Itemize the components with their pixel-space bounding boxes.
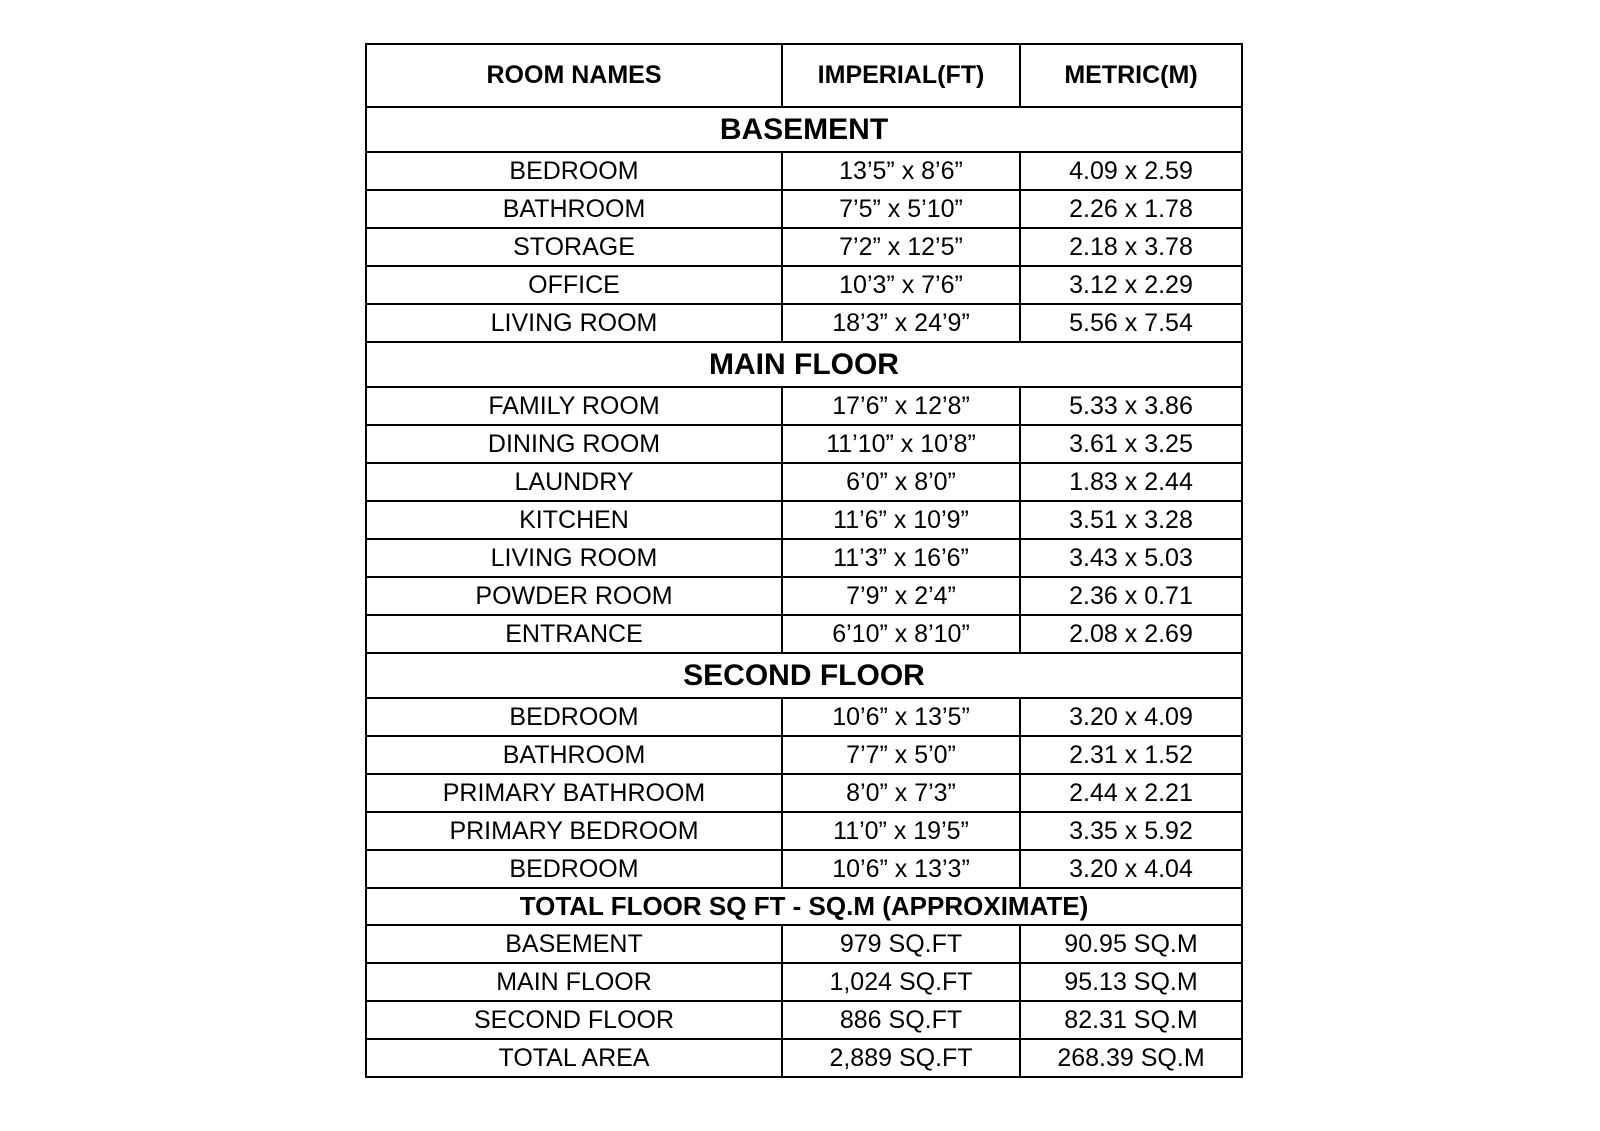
section-row-basement <box>366 107 1242 152</box>
room-name-cell: BEDROOM <box>366 698 782 736</box>
imperial-cell: 10’3” x 7’6” <box>782 266 1020 304</box>
metric-cell: 3.35 x 5.92 <box>1020 812 1242 850</box>
room-name-cell: PRIMARY BATHROOM <box>366 774 782 812</box>
metric-cell: 5.33 x 3.86 <box>1020 387 1242 425</box>
imperial-cell: 7’7” x 5’0” <box>782 736 1020 774</box>
room-name-cell: STORAGE <box>366 228 782 266</box>
room-name-cell: BATHROOM <box>366 736 782 774</box>
metric-cell: 2.36 x 0.71 <box>1020 577 1242 615</box>
metric-cell: 2.31 x 1.52 <box>1020 736 1242 774</box>
table-row <box>366 266 1242 304</box>
metric-cell: 4.09 x 2.59 <box>1020 152 1242 190</box>
room-name-cell: OFFICE <box>366 266 782 304</box>
column-header-metric: METRIC(M) <box>1020 44 1242 107</box>
metric-cell: 3.20 x 4.04 <box>1020 850 1242 888</box>
room-name-cell: LIVING ROOM <box>366 539 782 577</box>
sq-m-cell: 82.31 SQ.M <box>1020 1001 1242 1039</box>
room-name-cell: DINING ROOM <box>366 425 782 463</box>
table-body <box>366 44 1242 1077</box>
floor-name-cell: TOTAL AREA <box>366 1039 782 1077</box>
imperial-cell: 7’5” x 5’10” <box>782 190 1020 228</box>
section-title: BASEMENT <box>366 107 1242 152</box>
metric-cell: 2.18 x 3.78 <box>1020 228 1242 266</box>
room-name-cell: LAUNDRY <box>366 463 782 501</box>
table-row <box>366 736 1242 774</box>
sq-ft-cell: 2,889 SQ.FT <box>782 1039 1020 1077</box>
room-name-cell: FAMILY ROOM <box>366 387 782 425</box>
floor-name-cell: MAIN FLOOR <box>366 963 782 1001</box>
metric-cell: 2.44 x 2.21 <box>1020 774 1242 812</box>
table-row <box>366 387 1242 425</box>
room-name-cell: POWDER ROOM <box>366 577 782 615</box>
imperial-cell: 6’10” x 8’10” <box>782 615 1020 653</box>
table-row <box>366 463 1242 501</box>
room-name-cell: BEDROOM <box>366 850 782 888</box>
room-dimensions-table <box>365 43 1243 1078</box>
table-row <box>366 152 1242 190</box>
imperial-cell: 11’6” x 10’9” <box>782 501 1020 539</box>
table-row <box>366 1001 1242 1039</box>
header-row <box>366 44 1242 107</box>
table-row <box>366 577 1242 615</box>
table-row <box>366 850 1242 888</box>
imperial-cell: 7’9” x 2’4” <box>782 577 1020 615</box>
metric-cell: 5.56 x 7.54 <box>1020 304 1242 342</box>
column-header-imperial: IMPERIAL(FT) <box>782 44 1020 107</box>
table-row <box>366 1039 1242 1077</box>
section-row-main-floor <box>366 342 1242 387</box>
table-row <box>366 228 1242 266</box>
metric-cell: 3.20 x 4.09 <box>1020 698 1242 736</box>
table-row <box>366 698 1242 736</box>
table-row <box>366 501 1242 539</box>
table-row <box>366 190 1242 228</box>
floor-name-cell: SECOND FLOOR <box>366 1001 782 1039</box>
room-name-cell: BATHROOM <box>366 190 782 228</box>
table-row <box>366 539 1242 577</box>
room-name-cell: BEDROOM <box>366 152 782 190</box>
section-row-second-floor <box>366 653 1242 698</box>
sq-ft-cell: 1,024 SQ.FT <box>782 963 1020 1001</box>
sq-ft-cell: 979 SQ.FT <box>782 925 1020 963</box>
metric-cell: 3.43 x 5.03 <box>1020 539 1242 577</box>
imperial-cell: 10’6” x 13’5” <box>782 698 1020 736</box>
section-title: MAIN FLOOR <box>366 342 1242 387</box>
imperial-cell: 13’5” x 8’6” <box>782 152 1020 190</box>
column-header-room-names: ROOM NAMES <box>366 44 782 107</box>
imperial-cell: 11’10” x 10’8” <box>782 425 1020 463</box>
floor-name-cell: BASEMENT <box>366 925 782 963</box>
sq-m-cell: 268.39 SQ.M <box>1020 1039 1242 1077</box>
sq-m-cell: 90.95 SQ.M <box>1020 925 1242 963</box>
table-row <box>366 425 1242 463</box>
room-name-cell: KITCHEN <box>366 501 782 539</box>
table-row <box>366 304 1242 342</box>
sq-ft-cell: 886 SQ.FT <box>782 1001 1020 1039</box>
room-name-cell: PRIMARY BEDROOM <box>366 812 782 850</box>
totals-title: TOTAL FLOOR SQ FT - SQ.M (APPROXIMATE) <box>366 888 1242 925</box>
metric-cell: 2.08 x 2.69 <box>1020 615 1242 653</box>
imperial-cell: 11’3” x 16’6” <box>782 539 1020 577</box>
imperial-cell: 18’3” x 24’9” <box>782 304 1020 342</box>
table-row <box>366 925 1242 963</box>
imperial-cell: 17’6” x 12’8” <box>782 387 1020 425</box>
totals-title-row <box>366 888 1242 925</box>
metric-cell: 1.83 x 2.44 <box>1020 463 1242 501</box>
table-row <box>366 774 1242 812</box>
imperial-cell: 6’0” x 8’0” <box>782 463 1020 501</box>
metric-cell: 3.61 x 3.25 <box>1020 425 1242 463</box>
room-name-cell: LIVING ROOM <box>366 304 782 342</box>
sq-m-cell: 95.13 SQ.M <box>1020 963 1242 1001</box>
table-row <box>366 812 1242 850</box>
imperial-cell: 11’0” x 19’5” <box>782 812 1020 850</box>
metric-cell: 2.26 x 1.78 <box>1020 190 1242 228</box>
room-name-cell: ENTRANCE <box>366 615 782 653</box>
table-row <box>366 963 1242 1001</box>
metric-cell: 3.12 x 2.29 <box>1020 266 1242 304</box>
table-row <box>366 615 1242 653</box>
imperial-cell: 8’0” x 7’3” <box>782 774 1020 812</box>
metric-cell: 3.51 x 3.28 <box>1020 501 1242 539</box>
imperial-cell: 7’2” x 12’5” <box>782 228 1020 266</box>
section-title: SECOND FLOOR <box>366 653 1242 698</box>
imperial-cell: 10’6” x 13’3” <box>782 850 1020 888</box>
